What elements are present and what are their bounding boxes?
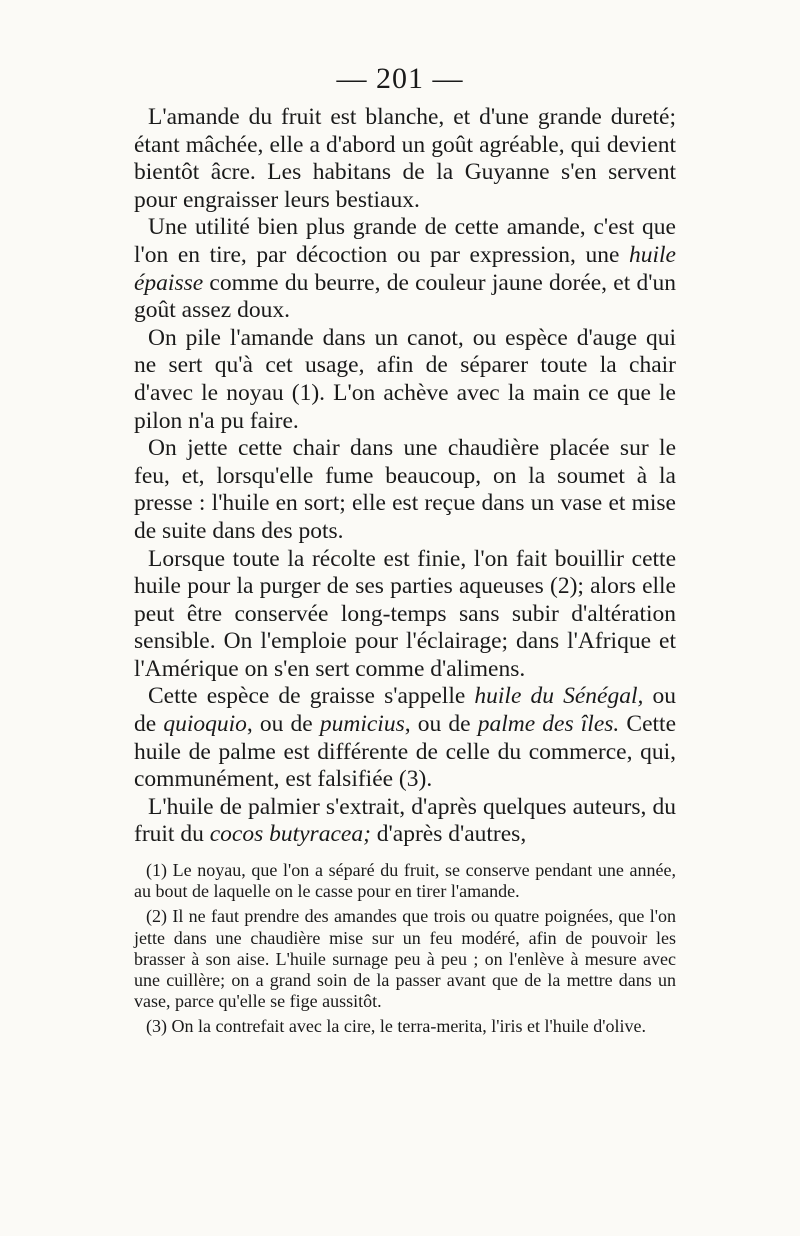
italic-term: palme des îles. <box>477 711 620 738</box>
footnote: (1) Le noyau, que l'on a séparé du fruit, se conserve pendant une année, au bout de laquelle on le casse pour en tirer l'amande. <box>134 860 676 902</box>
text-run: Cette espèce de graisse s'appelle <box>148 683 475 710</box>
text-run: Une utilité bien plus grande de cette amande, c'est que l'on en tire, par décoction ou par expression, une <box>134 214 676 268</box>
text-run: Cette huile de palme est différente de celle du commerce, qui, communément, est falsifiée (3). <box>134 711 676 793</box>
paragraph <box>134 104 676 214</box>
italic-term: quioquio <box>163 711 247 738</box>
text-run: Lorsque toute la récolte est finie, l'on fait bouillir cette huile pour la purger de ses parties aqueuses (2); alors elle peut être conservée long-temps sans subir d'altération sensible. On l'emploie pour l'éclairage; dans l'Afrique et l'Amérique on s'en sert comme d'alimens. <box>134 545 676 682</box>
text-run: ou de <box>134 683 676 738</box>
paragraph <box>134 325 676 435</box>
text-run: d'après d'autres, <box>370 821 527 848</box>
text-run: , ou de <box>246 711 320 738</box>
text-run: , ou de <box>404 711 478 738</box>
footnote: (2) Il ne faut prendre des amandes que trois ou quatre poignées, que l'on jette dans une chaudière mise sur un feu modéré, afin de pouvoir les brasser à son aise. L'huile surnage peu à peu ; on l'enlève à mesure avec une cuillère; on a grand soin de la passer avant que de la mettre dans un vase, parce qu'elle se fige aussitôt. <box>134 906 676 1012</box>
paragraph <box>134 435 676 545</box>
paragraph <box>134 683 676 793</box>
footnotes <box>134 860 676 1042</box>
italic-term: cocos butyracea; <box>209 821 371 848</box>
page-number: — 201 — <box>336 62 464 95</box>
paragraph <box>134 214 676 324</box>
footnote: (3) On la contrefait avec la cire, le terra-merita, l'iris et l'huile d'olive. <box>146 1016 647 1037</box>
paragraph <box>134 546 676 684</box>
text-run: L'huile de palmier s'extrait, d'après quelques auteurs, du fruit du <box>134 793 676 848</box>
italic-term: huile du Sénégal, <box>474 683 644 710</box>
italic-term: pumicius <box>319 711 405 738</box>
text-run: L'amande du fruit est blanche, et d'une grande dureté; étant mâchée, elle a d'abord un goût agréable, qui devient bientôt âcre. Les habitans de la Guyanne s'en servent pour engraisser leurs bestiaux. <box>134 104 676 213</box>
main-text <box>134 104 676 849</box>
text-run: comme du beurre, de couleur jaune dorée, et d'un goût assez doux. <box>134 269 676 324</box>
italic-term: huile épaisse <box>134 241 676 296</box>
text-run: On jette cette chair dans une chaudière placée sur le feu, et, lorsqu'elle fume beaucoup, on la soumet à la presse : l'huile en sort; elle est reçue dans un vase et mise de suite dans des pots. <box>134 435 676 544</box>
paragraph <box>134 794 676 849</box>
text-run: On pile l'amande dans un canot, ou espèce d'auge qui ne sert qu'à cet usage, afin de séparer toute la chair d'avec le noyau (1). L'on achève avec la main ce que le pilon n'a pu faire. <box>134 324 676 434</box>
